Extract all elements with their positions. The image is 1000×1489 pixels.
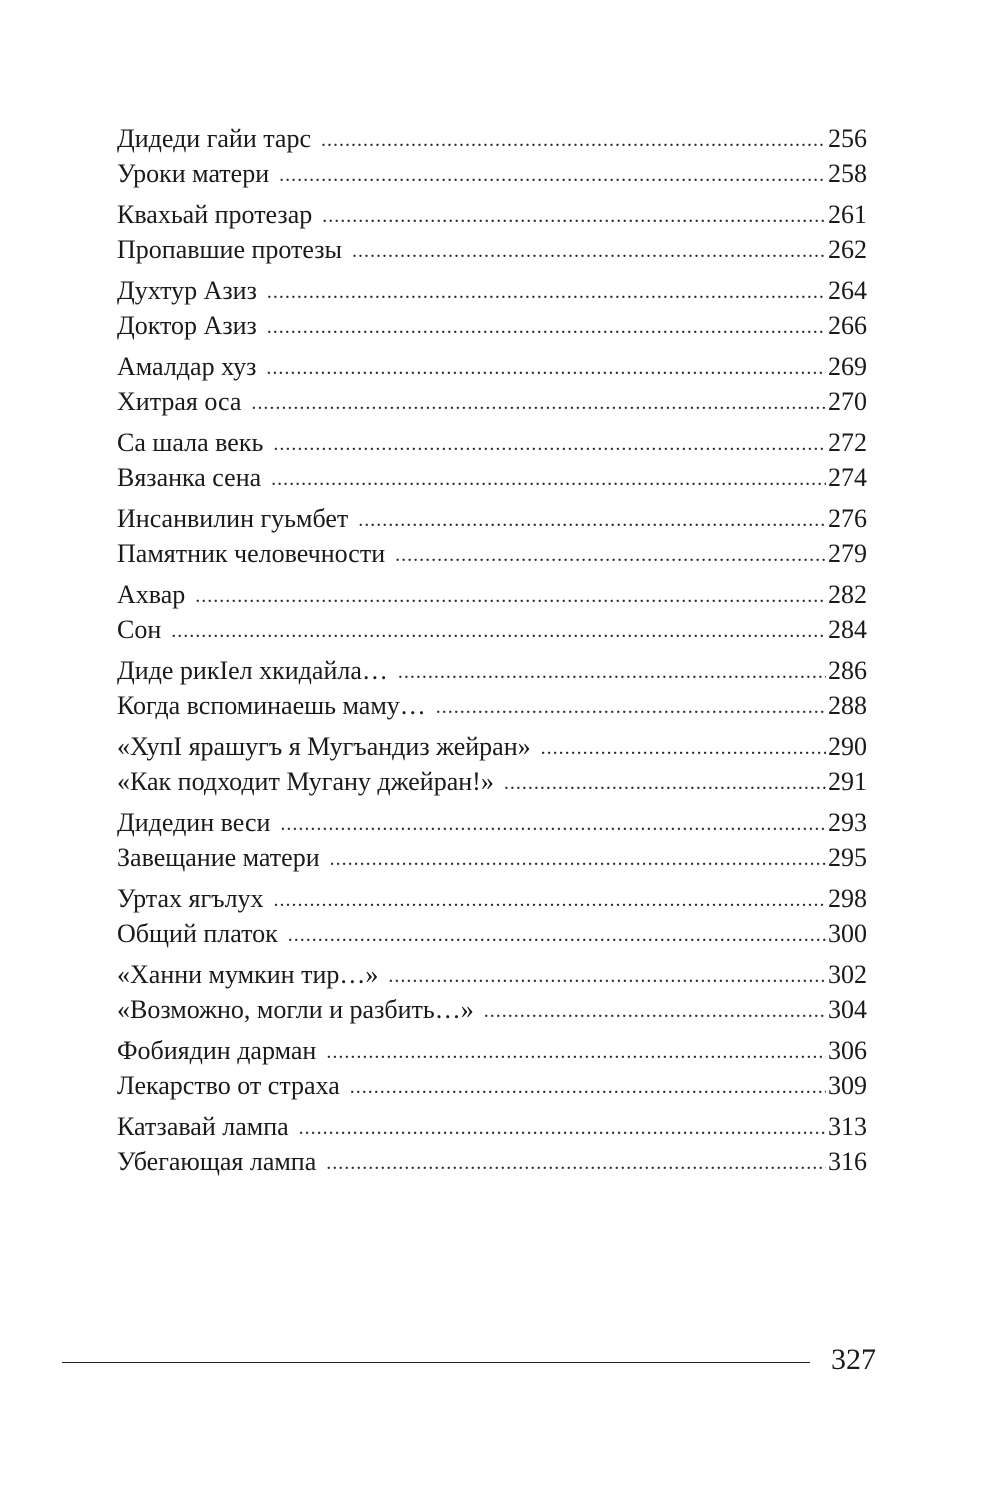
toc-group <box>117 1034 867 1103</box>
dot-leader <box>436 690 826 725</box>
toc-entry <box>117 426 867 461</box>
toc-entry-page-number: 274 <box>828 462 867 492</box>
toc-entry <box>117 730 867 765</box>
dot-leader <box>388 959 826 994</box>
toc-entry-title: Лекарство от страха <box>117 1070 340 1100</box>
dot-leader <box>352 234 826 269</box>
toc-entry <box>117 309 867 344</box>
toc-entry-title: Вязанка сена <box>117 462 262 492</box>
toc-entry-page-number: 291 <box>828 766 867 796</box>
toc-entry <box>117 461 867 496</box>
toc-entry-title: Когда вспоминаешь маму… <box>117 690 426 720</box>
toc-entry-title: «Возможно, могли и разбить…» <box>117 994 474 1024</box>
toc-entry <box>117 1145 867 1180</box>
toc-entry-title: Са шала векь <box>117 428 264 457</box>
toc-entry-page-number: 264 <box>828 276 867 305</box>
toc-group <box>117 1110 867 1179</box>
toc-entry-title: «Как подходит Мугану джейран!» <box>117 766 494 796</box>
dot-leader <box>280 807 826 842</box>
toc-entry <box>117 157 867 192</box>
toc-entry-page-number: 295 <box>828 842 867 872</box>
dot-leader <box>274 883 826 918</box>
toc-entry-title: Фобиядин дарман <box>117 1036 317 1065</box>
toc-entry-page-number: 300 <box>828 918 867 948</box>
toc-entry-page-number: 316 <box>828 1146 867 1176</box>
table-of-contents <box>117 122 867 1186</box>
toc-group <box>117 198 867 267</box>
toc-entry-page-number: 266 <box>828 310 867 340</box>
dot-leader <box>330 842 826 877</box>
toc-entry <box>117 502 867 537</box>
toc-entry <box>117 613 867 648</box>
toc-entry <box>117 198 867 233</box>
page-number: 327 <box>831 1343 876 1376</box>
toc-group <box>117 122 867 191</box>
toc-entry <box>117 689 867 724</box>
toc-entry <box>117 958 867 993</box>
toc-entry <box>117 654 867 689</box>
dot-leader <box>541 731 826 766</box>
dot-leader <box>350 1070 826 1105</box>
footer-rule <box>62 1362 810 1363</box>
toc-group <box>117 958 867 1027</box>
dot-leader <box>273 427 826 462</box>
toc-entry-page-number: 313 <box>828 1112 867 1141</box>
toc-entry-title: Памятник человечности <box>117 538 386 568</box>
toc-entry-page-number: 288 <box>828 690 867 720</box>
toc-entry-title: Уроки матери <box>117 158 270 188</box>
toc-entry-title: Дидеди гайи тарс <box>117 124 312 153</box>
toc-group <box>117 806 867 875</box>
toc-entry-page-number: 261 <box>828 200 867 229</box>
dot-leader <box>395 538 826 573</box>
toc-entry <box>117 578 867 613</box>
toc-entry-page-number: 269 <box>828 352 867 381</box>
toc-entry-title: Диде рикIел хкидайла… <box>117 656 388 685</box>
dot-leader <box>504 766 826 801</box>
toc-entry-title: Хитрая оса <box>117 386 242 416</box>
toc-entry <box>117 841 867 876</box>
toc-entry-page-number: 282 <box>828 580 867 609</box>
toc-entry-page-number: 279 <box>828 538 867 568</box>
toc-entry-page-number: 284 <box>828 614 867 644</box>
toc-entry <box>117 233 867 268</box>
toc-entry-page-number: 306 <box>828 1036 867 1065</box>
toc-entry-page-number: 302 <box>828 960 867 989</box>
dot-leader <box>266 351 826 386</box>
dot-leader <box>358 503 826 538</box>
toc-entry-page-number: 309 <box>828 1070 867 1100</box>
toc-entry <box>117 1110 867 1145</box>
toc-entry-page-number: 290 <box>828 732 867 761</box>
toc-entry <box>117 274 867 309</box>
toc-entry <box>117 993 867 1028</box>
toc-entry <box>117 806 867 841</box>
toc-entry <box>117 1034 867 1069</box>
toc-entry-title: Ахвар <box>117 580 186 609</box>
dot-leader <box>322 199 826 234</box>
toc-entry-page-number: 276 <box>828 504 867 533</box>
dot-leader <box>171 614 826 649</box>
toc-entry-title: Убегающая лампа <box>117 1146 317 1176</box>
toc-entry <box>117 1069 867 1104</box>
toc-group <box>117 350 867 419</box>
toc-entry-title: Дидедин веси <box>117 808 271 837</box>
toc-entry <box>117 350 867 385</box>
toc-entry-title: Амалдар хуз <box>117 352 257 381</box>
dot-leader <box>326 1146 826 1181</box>
toc-group <box>117 274 867 343</box>
toc-group <box>117 882 867 951</box>
toc-entry-title: Доктор Азиз <box>117 310 257 340</box>
toc-group <box>117 578 867 647</box>
dot-leader <box>267 275 826 310</box>
dot-leader <box>251 386 826 421</box>
toc-entry-title: «Ханни мумкин тир…» <box>117 960 379 989</box>
toc-entry-page-number: 270 <box>828 386 867 416</box>
dot-leader <box>299 1111 826 1146</box>
dot-leader <box>321 123 826 158</box>
toc-entry-title: Духтур Азиз <box>117 276 257 305</box>
dot-leader <box>195 579 826 614</box>
toc-entry-title: Завещание матери <box>117 842 320 872</box>
toc-group <box>117 502 867 571</box>
toc-entry-page-number: 258 <box>828 158 867 188</box>
toc-entry-page-number: 262 <box>828 234 867 264</box>
toc-entry-title: Сон <box>117 614 162 644</box>
toc-entry-page-number: 298 <box>828 884 867 913</box>
toc-entry-title: Уртах ягълух <box>117 884 264 913</box>
toc-entry <box>117 537 867 572</box>
toc-entry <box>117 765 867 800</box>
toc-entry-title: Катзавай лампа <box>117 1112 289 1141</box>
toc-entry-page-number: 293 <box>828 808 867 837</box>
toc-entry-page-number: 304 <box>828 994 867 1024</box>
dot-leader <box>398 655 826 690</box>
dot-leader <box>288 918 826 953</box>
toc-entry <box>117 385 867 420</box>
toc-entry-title: Инсанвилин гуьмбет <box>117 504 349 533</box>
toc-entry-page-number: 286 <box>828 656 867 685</box>
dot-leader <box>279 158 826 193</box>
toc-entry <box>117 917 867 952</box>
toc-entry-title: Общий платок <box>117 918 278 948</box>
toc-entry <box>117 122 867 157</box>
toc-entry-page-number: 272 <box>828 428 867 457</box>
toc-entry <box>117 882 867 917</box>
toc-entry-title: «ХупI ярашугъ я Мугъандиз жейран» <box>117 732 531 761</box>
toc-entry-page-number: 256 <box>828 124 867 153</box>
toc-entry-title: Квахьай протезар <box>117 200 313 229</box>
dot-leader <box>267 310 826 345</box>
dot-leader <box>271 462 826 497</box>
toc-entry-title: Пропавшие протезы <box>117 234 343 264</box>
dot-leader <box>484 994 826 1029</box>
toc-group <box>117 730 867 799</box>
toc-group <box>117 426 867 495</box>
dot-leader <box>326 1035 826 1070</box>
toc-group <box>117 654 867 723</box>
